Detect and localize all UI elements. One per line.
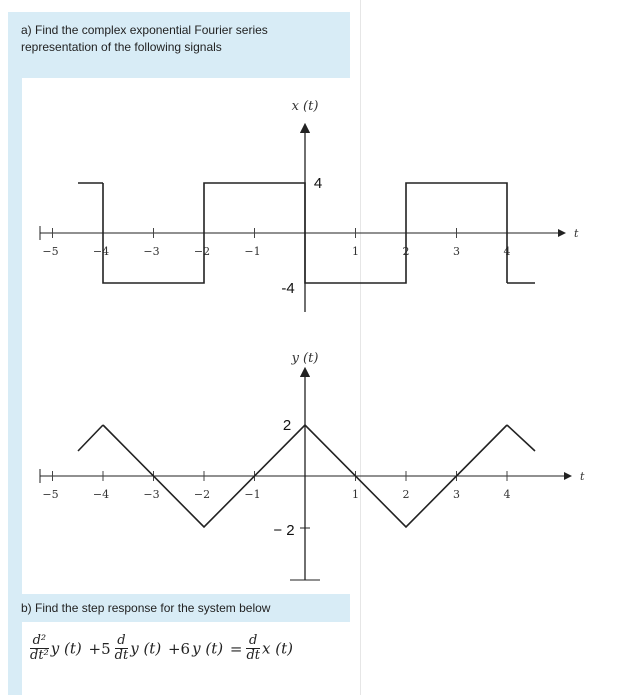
x-tick-label: −1 — [244, 245, 261, 258]
d-denominator: dt — [114, 648, 129, 663]
x-tick-label: 2 — [402, 488, 410, 501]
chart-title: x (t) — [291, 99, 319, 114]
x-tick-label: −3 — [143, 245, 160, 258]
d2-denominator: dt² — [30, 648, 49, 663]
y-term-3: y (t) — [192, 639, 224, 658]
x-tick-label: −5 — [42, 488, 59, 501]
coefficient-5: +5 — [88, 639, 111, 658]
x-tick-label: −2 — [193, 245, 211, 258]
coefficient-6: +6 — [167, 639, 191, 658]
x-axis-label: t — [574, 227, 579, 240]
x-axis-label: t — [580, 470, 585, 483]
x-tick-label: −1 — [244, 488, 261, 501]
x-tick-label: 3 — [453, 488, 460, 501]
chart-y-of-t — [40, 351, 585, 580]
chart-title: y (t) — [291, 351, 319, 366]
differential-equation — [28, 634, 293, 663]
x-tick-label: 2 — [402, 245, 410, 258]
second-derivative-operator — [30, 634, 49, 663]
y-term-2: y (t) — [130, 639, 162, 658]
rhs-d-numerator: d — [246, 634, 260, 649]
x-tick-label: 4 — [503, 488, 511, 501]
x-term: x (t) — [261, 639, 293, 658]
x-tick-label: 1 — [352, 245, 359, 258]
y-value-label: 4 — [313, 175, 323, 192]
x-tick-label: 1 — [352, 488, 359, 501]
x-tick-label: −5 — [42, 245, 59, 258]
y-value-label: 2 — [282, 417, 292, 434]
x-tick-label: −2 — [193, 488, 211, 501]
question-b-text: b) Find the step response for the system below — [21, 601, 271, 615]
question-a-text: a) Find the complex exponential Fourier series representation of the following signals — [21, 23, 268, 54]
x-tick-label: −4 — [92, 488, 110, 501]
chart-x-of-t — [40, 99, 579, 312]
first-derivative-operator — [115, 634, 129, 663]
x-tick-label: 3 — [453, 245, 460, 258]
equals-sign: = — [229, 639, 243, 658]
x-tick-label: −3 — [143, 488, 160, 501]
signal-tail-left — [78, 425, 103, 451]
rhs-derivative-operator — [246, 634, 260, 663]
rhs-d-denominator: dt — [246, 648, 260, 663]
d2-numerator: d² — [30, 634, 49, 649]
signal-tail-right — [507, 425, 535, 451]
x-tick-label: −4 — [92, 245, 110, 258]
y-value-label: − 2 — [273, 522, 295, 539]
x-tick-label: 4 — [503, 245, 511, 258]
y-value-label: -4 — [281, 280, 295, 297]
y-term-1: y (t) — [50, 639, 82, 658]
d-numerator: d — [115, 634, 129, 649]
